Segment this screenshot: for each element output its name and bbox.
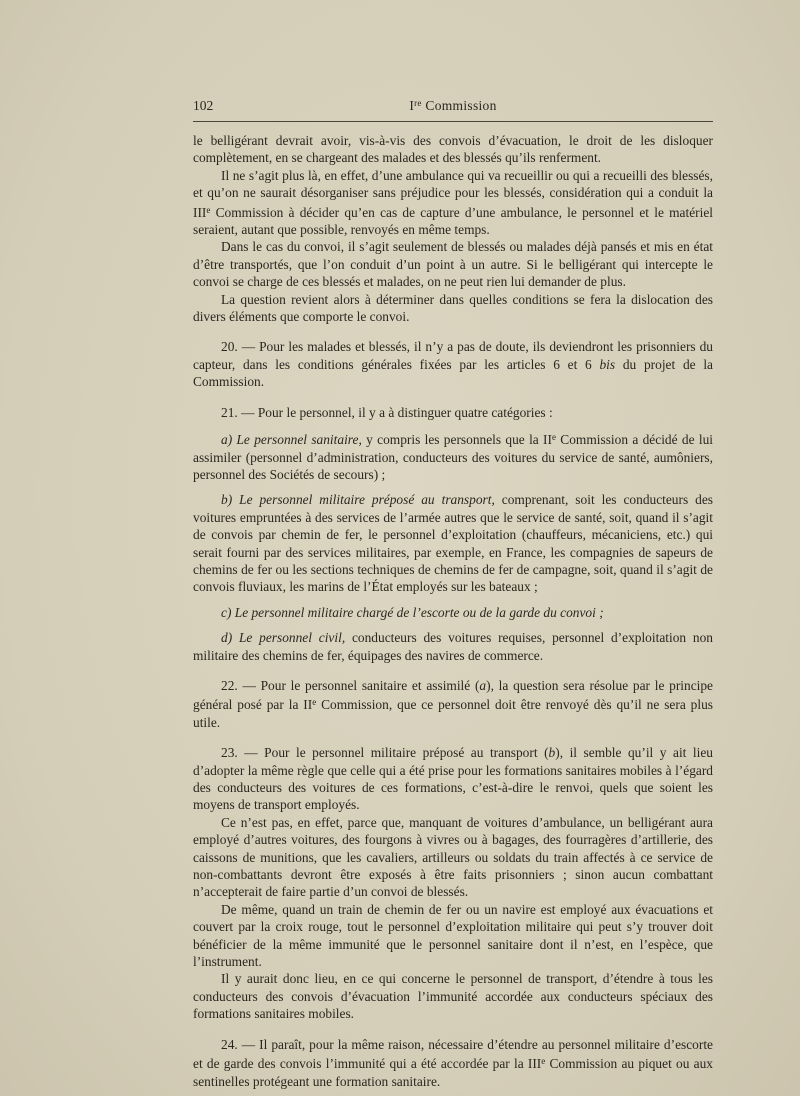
paragraph-21d: d) Le personnel civil, conducteurs des voitures requises, personnel d’exploitation non militaire des chemins de fer, équipages des navires de commerce. [193,630,713,663]
paragraph-22: 22. — Pour le personnel sanitaire et assimilé (a), la question sera résolue par le principe général posé par la IIe Commission, que ce personnel doit être renvoyé dès qu’il ne sera plus utile. [193,677,713,730]
paragraph-4: La question revient alors à déterminer dans quelles conditions se fera la dislocation des divers éléments que comporte le convoi. [193,291,713,325]
paragraph-21b: b) Le personnel militaire préposé au transport, comprenant, soit les conducteurs des voitures empruntées à des services de l’armée autres que le service de santé, soit, quand il s’agit de convois par chemin de fer, le personnel d’exploitation (chauffeurs, mécaniciens, etc.) qui serait fourni par des services militaires, par exemple, en France, les compagnies de sapeurs de chemins de fer ou les sections techniques de chemins de fer de campagne, soit, quand il s’agit de convois fluviaux, les marins de l’État employés sur les bateaux ; [193,492,713,595]
paragraph-23-2: Ce n’est pas, en effet, parce que, manquant de voitures d’ambulance, un belligérant aura employé d’autres voitures, des fourgons à vivres ou à bagages, des fourragères d’artillerie, des caissons de munitions, que les cavaliers, artilleurs ou soldats du train affectés à ce service de non-combattants devront être exposés à être faits prisonniers ; sinon aucun combattant n’accepterait de faire partie d’un convoi de blessés. [193,814,713,900]
page-header [193,96,713,118]
paragraph-21: 21. — Pour le personnel, il y a à distinguer quatre catégories : [221,404,553,420]
paragraph-2: Il ne s’agit plus là, en effet, d’une ambulance qui va recueillir ou qui a recueilli des blessés, et qu’on ne saurait désorganiser sans préjudice pour les blessés, considération qui a conduit la IIIe Commission à décider qu’en cas de capture d’une ambulance, le personnel et le matériel seraient, autant que possible, renvoyés en même temps. [193,167,713,238]
body-text [193,132,713,1090]
paragraph-23-4: Il y aurait donc lieu, en ce qui concerne le personnel de transport, d’étendre à tous les conducteurs des convois d’évacuation l’immunité accordée aux conducteurs spéciaux des formations sanitaires mobiles. [193,971,713,1022]
paragraph-3: Dans le cas du convoi, il s’agit seulement de blessés ou malades déjà pansés et mis en état d’être transportés, que l’on conduit d’un point à un autre. Si le belligérant qui intercepte le convoi se charge de ces blessés et malades, on ne peut rien lui demander de plus. [193,239,713,290]
running-title: Ire Commission [409,98,497,113]
paragraph-20: 20. — Pour les malades et blessés, il n’y a pas de doute, ils deviendront les prisonniers du capteur, dans les conditions générales fixées par les articles 6 et 6 bis du projet de la Commission. [193,339,713,390]
paragraph-23-3: De même, quand un train de chemin de fer ou un navire est employé aux évacuations et couvert par la croix rouge, tout le personnel d’exploitation militaire qui peut s’y trouver doit bénéficier de la même immunité que le personnel sanitaire dont il n’est, en l’espèce, que l’instrument. [193,901,713,970]
paragraph-21c: c) Le personnel militaire chargé de l’escorte ou de la garde du convoi ; [221,604,604,620]
paragraph-1: le belligérant devrait avoir, vis-à-vis des convois d’évacuation, le droit de les disloquer complètement, en se chargeant des malades et des blessés qu’ils renferment. [193,133,713,166]
paragraph-24: 24. — Il paraît, pour la même raison, nécessaire d’étendre au personnel militaire d’escorte et de garde des convois l’immunité qui a été accordée par la IIIe Commission au piquet ou aux sentinelles protégeant une formation sanitaire. [193,1036,713,1089]
paragraph-21a: a) Le personnel sanitaire, y compris les personnels que la IIe Commission a décidé de lui assimiler (personnel d’administration, conducteurs des voitures du service de santé, aumôniers, personnel des Sociétés de secours) ; [193,432,713,482]
page-number: 102 [193,98,214,113]
header-rule [193,121,713,122]
paragraph-23: 23. — Pour le personnel militaire préposé au transport (b), il semble qu’il y ait lieu d’adopter la même règle que celle qui a été prise pour les formations sanitaires mobiles à l’égard des conducteurs des voitures de ces formations, c’est-à-dire le renvoi, quels que soient les moyens de transport employés. [193,745,713,813]
